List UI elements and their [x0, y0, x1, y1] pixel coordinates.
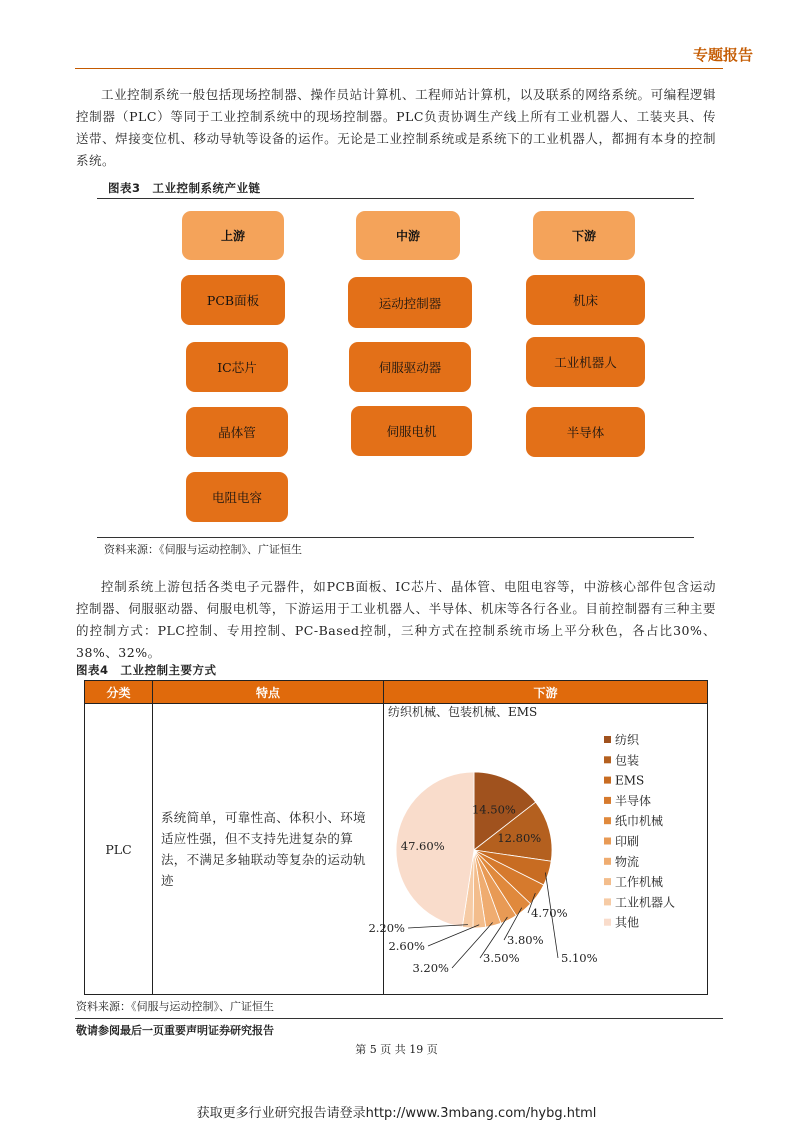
- downstream-item-machine-tool: 机床: [526, 275, 645, 325]
- pie-value-label-4: 4.70%: [531, 906, 568, 920]
- legend-label-5: 纸巾机械: [615, 814, 664, 829]
- pie-value-label-7: 3.20%: [412, 961, 449, 975]
- pie-value-label-3: 5.10%: [561, 951, 598, 965]
- downstream-header: 下游: [533, 211, 635, 260]
- promo-link[interactable]: 获取更多行业研究报告请登录http://www.3mbang.com/hybg.html: [196, 1106, 597, 1121]
- legend-swatch-2: [604, 756, 611, 763]
- legend-swatch-6: [604, 838, 611, 845]
- report-type-label: 专题报告: [692, 46, 753, 64]
- legend-label-7: 物流: [615, 854, 640, 869]
- column-header-downstream: 下游: [384, 681, 708, 704]
- pie-caption: 纺织机械、包装机械、EMS: [388, 705, 538, 719]
- legend-label-2: 包装: [615, 753, 640, 768]
- pie-value-label-10: 47.60%: [400, 839, 445, 854]
- legend-swatch-7: [604, 858, 611, 865]
- upstream-header: 上游: [182, 211, 284, 260]
- legend-label-8: 工作机械: [615, 875, 664, 890]
- pie-value-label-9: 2.20%: [368, 921, 405, 935]
- pie-value-label-2: 12.80%: [497, 831, 542, 846]
- column-header-category: 分类: [85, 681, 153, 704]
- figure3-bottom-rule: [97, 537, 694, 538]
- legend-label-1: 纺织: [615, 733, 640, 747]
- page-number: 第 5 页 共 19 页: [355, 1043, 438, 1056]
- downstream-item-robot: 工业机器人: [526, 337, 645, 387]
- pie-value-label-8: 2.60%: [388, 939, 425, 953]
- footer-divider: [75, 1018, 723, 1019]
- table-row: [85, 704, 708, 995]
- intro-paragraph: 工业控制系统一般包括现场控制器、操作员站计算机、工程师站计算机，以及联系的网络系统。可编程逻辑控制器（PLC）等同于工业控制系统中的现场控制器。PLC负责协调生产线上所有工业机器人、工装夹具、传送带、焊接变位机、移动导轨等设备的运作。无论是工业控制系统或是系统下的工业机器人，都拥有本身的控制系统。: [76, 87, 716, 168]
- midstream-item-motion-controller: 运动控制器: [348, 277, 472, 328]
- legend-label-3: EMS: [615, 773, 645, 788]
- pie-value-label-6: 3.50%: [483, 951, 520, 965]
- figure3-top-rule: [97, 198, 694, 199]
- legend-swatch-8: [604, 878, 611, 885]
- pie-value-label-1: 14.50%: [471, 802, 516, 817]
- cell-category: PLC: [85, 704, 153, 995]
- legend-swatch-5: [604, 817, 611, 824]
- legend-label-4: 半导体: [615, 793, 652, 808]
- upstream-item-pcb: PCB面板: [181, 275, 285, 325]
- pie-value-label-5: 3.80%: [507, 933, 544, 947]
- table-header-row: [85, 681, 708, 704]
- column-header-feature: 特点: [153, 681, 384, 704]
- legend-swatch-9: [604, 898, 611, 905]
- legend-label-6: 印刷: [615, 834, 640, 849]
- legend-swatch-4: [604, 797, 611, 804]
- pie-legend: [604, 733, 675, 930]
- cell-feature: 系统简单，可靠性高、体积小、环境适应性强，但不支持先进复杂的算法，不满足多轴联动等复杂的运动轨迹: [153, 704, 384, 995]
- header-divider: [75, 68, 723, 69]
- figure4-title: 图表4 工业控制主要方式: [76, 663, 217, 677]
- upstream-item-resistor: 电阻电容: [186, 472, 288, 522]
- figure4-source: 资料来源：《伺服与运动控制》、广证恒生: [76, 1000, 274, 1013]
- downstream-pie-chart: [368, 704, 708, 994]
- figure3-source: 资料来源：《伺服与运动控制》、广证恒生: [104, 543, 302, 556]
- legend-swatch-10: [604, 919, 611, 926]
- pie-callout-line-8: [428, 925, 479, 946]
- control-methods-paragraph: 控制系统上游包括各类电子元器件，如PCB面板、IC芯片、晶体管、电阻电容等，中游核心部件包含运动控制器、伺服驱动器、伺服电机等，下游运用于工业机器人、半导体、机床等各行各业。目前控制器有三种主要的控制方式：PLC控制、专用控制、PC-Based控制，三种方式在控制系统市场上平分秋色，各占比30%、38%、32%。: [76, 579, 716, 660]
- downstream-item-semiconductor: 半导体: [526, 407, 645, 457]
- legend-label-10: 其他: [615, 915, 640, 930]
- legend-label-9: 工业机器人: [615, 895, 676, 910]
- midstream-item-servo-driver: 伺服驱动器: [349, 342, 471, 392]
- footer-disclaimer: 敬请参阅最后一页重要声明证券研究报告: [76, 1024, 274, 1037]
- legend-swatch-1: [604, 736, 611, 743]
- legend-swatch-3: [604, 777, 611, 784]
- midstream-item-servo-motor: 伺服电机: [351, 406, 472, 456]
- cell-downstream-chart: [368, 704, 708, 995]
- midstream-header: 中游: [356, 211, 460, 260]
- upstream-item-ic: IC芯片: [186, 342, 288, 392]
- upstream-item-transistor: 晶体管: [186, 407, 288, 457]
- control-methods-table: [84, 680, 708, 995]
- figure3-title: 图表3 工业控制系统产业链: [108, 181, 261, 195]
